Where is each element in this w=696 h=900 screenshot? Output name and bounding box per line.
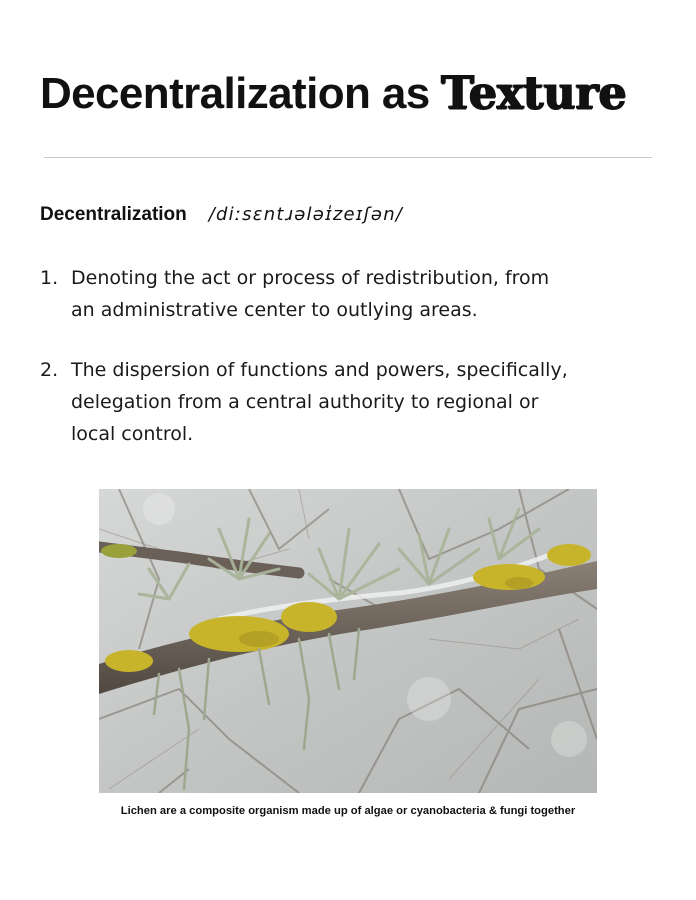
definition-text: The dispersion of functions and powers, specifically, delegation from a central authority to regional or local control. (71, 359, 568, 445)
lichen-photo-illustration (99, 489, 597, 793)
title-main: Decentralization as (40, 69, 430, 118)
divider (44, 157, 652, 158)
dictionary-entry (40, 204, 660, 234)
page-title (40, 64, 660, 124)
photo-caption: Lichen are a composite organism made up of algae or cyanobacteria & fungi together (120, 805, 576, 817)
definition-number: 1. (40, 267, 59, 289)
title-accent: Texture (441, 66, 627, 121)
definition-number: 2. (40, 359, 59, 381)
definition-text: Denoting the act or process of redistribution, from an administrative center to outlying areas. (71, 267, 550, 321)
lichen-photo (99, 489, 597, 793)
entry-term: Decentralization (40, 204, 187, 225)
entry-pronunciation: /diːsɛntɹələɪ̍zeɪʃən/ (208, 204, 404, 225)
definition-list (40, 262, 660, 478)
definition-item (40, 262, 660, 326)
definition-item (40, 354, 660, 450)
